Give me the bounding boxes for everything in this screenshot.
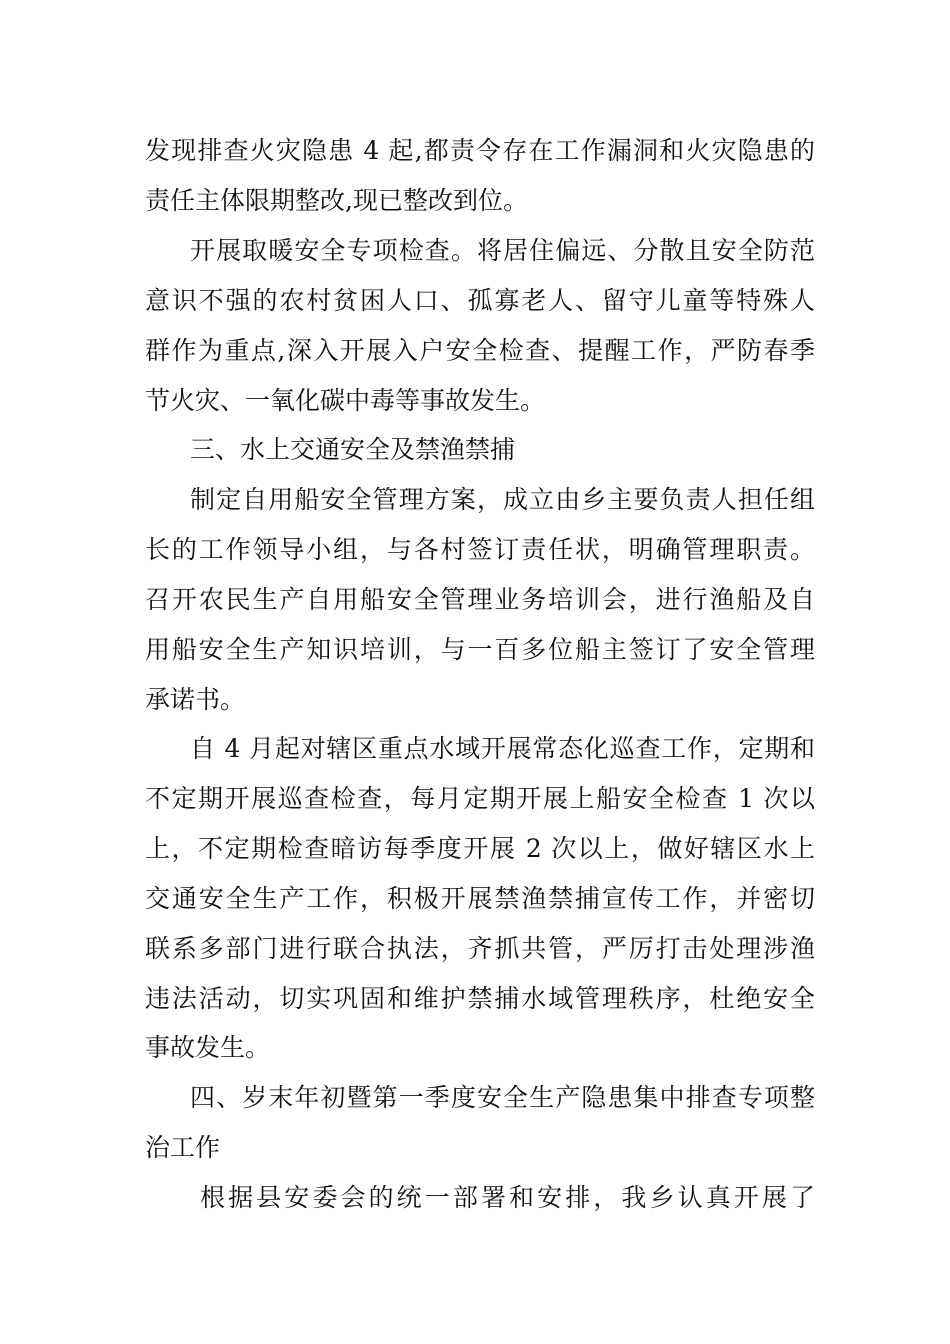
text-line: 节火灾、一氧化碳中毒等事故发生。 [145,386,546,415]
text-line: 事故发生。 [145,1033,271,1062]
text-line: 上，不定期检查暗访每季度开展 2 次以上，做好辖区水上 [145,834,815,863]
section-heading: 三、水上交通安全及禁渔禁捕 [190,435,516,464]
text-line: 不定期开展巡查检查，每月定期开展上船安全检查 1 次以 [145,784,815,813]
text-line: 违法活动，切实巩固和维护禁捕水域管理秩序，杜绝安全 [145,984,815,1013]
text-line: 责任主体限期整改,现已整改到位。 [145,186,528,215]
text-line: 用船安全生产知识培训，与一百多位船主签订了安全管理 [145,635,815,664]
text-line: 联系多部门进行联合执法，齐抓共管，严厉打击处理涉渔 [145,934,815,963]
text-line: 交通安全生产工作，积极开展禁渔禁捕宣传工作，并密切 [145,884,815,913]
text-line: 发现排查火灾隐患 4 起,都责令存在工作漏洞和火灾隐患的 [145,136,815,165]
text-line: 意识不强的农村贫困人口、孤寡老人、留守儿童等特殊人 [145,286,815,315]
text-line: 召开农民生产自用船安全管理业务培训会，进行渔船及自 [145,585,815,614]
text-line: 承诺书。 [145,685,246,714]
text-line: 自 4 月起对辖区重点水域开展常态化巡查工作，定期和 [190,734,815,763]
text-line: 长的工作领导小组，与各村签订责任状，明确管理职责。 [145,535,815,564]
text-line: 制定自用船安全管理方案，成立由乡主要负责人担任组 [190,485,815,514]
text-line: 开展取暖安全专项检查。将居住偏远、分散且安全防范 [190,236,815,265]
section-heading-continued: 治工作 [145,1133,221,1162]
text-line: 根据县安委会的统一部署和安排，我乡认真开展了 [200,1183,815,1212]
text-line: 群作为重点,深入开展入户安全检查、提醒工作，严防春季 [145,336,815,365]
section-heading: 四、岁末年初暨第一季度安全生产隐患集中排查专项整 [190,1083,815,1112]
